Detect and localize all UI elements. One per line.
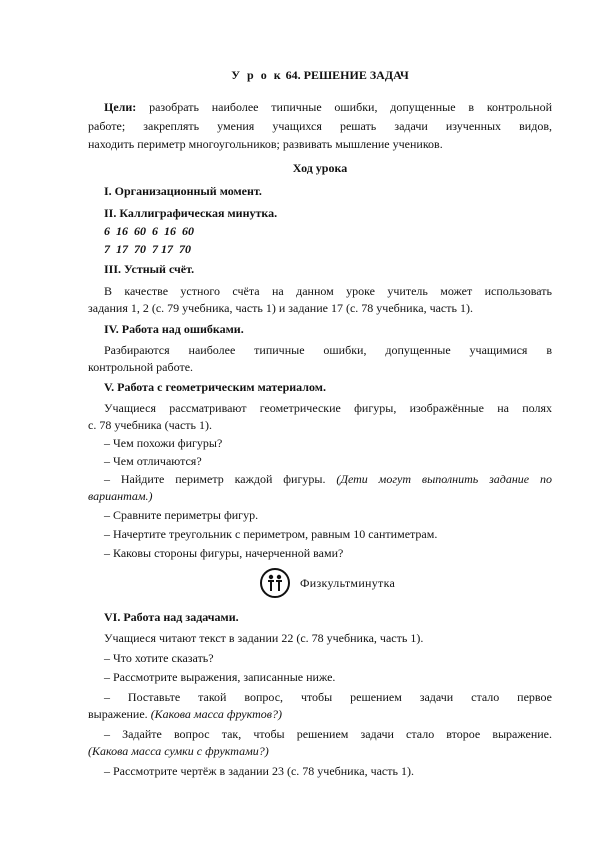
physical-break-label: Физкультминутка [300,576,396,590]
title-prefix: У р о к [231,68,283,82]
question-3-note-2: вариантам.) [88,489,153,503]
task-question-5: – Рассмотрите чертёж в задании 23 (с. 78 учебника, часть 1). [104,764,414,778]
section-4-line-1: Разбираются наиболее типичные ошибки, допущенные учащимися в [104,343,552,357]
section-4-line-2: контрольной работе. [88,360,194,374]
goals-line-3: находить периметр многоугольников; развивать мышление учеников. [88,137,443,151]
task-question-4-line-1: – Задайте вопрос так, чтобы решением задачи стало второе выражение. [104,727,552,741]
goals-line-2: работе; закреплять умения учащихся решать задачи изученных видов, [88,119,552,133]
task-question-1: – Что хотите сказать? [104,651,214,665]
section-6-heading: VI. Работа над задачами. [104,610,239,624]
goals-line-1 [104,100,552,115]
goals-label: Цели: [104,100,137,114]
title-text: 64. РЕШЕНИЕ ЗАДАЧ [282,68,409,82]
task-question-4-note: (Какова масса сумки с фруктами?) [88,744,269,758]
calligraphy-line-2: 7 17 70 7 17 70 [104,242,191,256]
question-3-line-1 [104,472,552,487]
question-6: – Каковы стороны фигуры, начерченной вами? [104,546,344,560]
question-5: – Начертите треугольник с периметром, равным 10 сантиметрам. [104,527,438,541]
section-3-heading: III. Устный счёт. [104,262,195,276]
section-3-line-1: В качестве устного счёта на данном уроке учитель может использовать [104,284,552,298]
question-3-text: – Найдите периметр каждой фигуры. [104,472,337,486]
section-5-heading: V. Работа с геометрическим материалом. [104,380,326,394]
section-5-line-2: с. 78 учебника (часть 1). [88,418,213,432]
two-people-icon [260,568,290,598]
question-3-note-1: (Дети могут выполнить задание по [336,472,552,486]
task-question-3-line-2 [88,707,552,722]
section-5-line-1: Учащиеся рассматривают геометрические фигуры, изображённые на полях [104,401,552,415]
physical-break-marker [260,568,420,600]
lesson-title [88,68,552,83]
section-6-line-1: Учащиеся читают текст в задании 22 (с. 78 учебника, часть 1). [104,631,424,645]
section-1-heading: I. Организационный момент. [104,184,262,198]
course-heading: Ход урока [292,161,348,175]
section-2-heading: II. Каллиграфическая минутка. [104,206,278,220]
task-question-3-text: выражение. [88,707,151,721]
section-4-heading: IV. Работа над ошибками. [104,322,244,336]
goals-text-1: разобрать наиболее типичные ошибки, допущенные в контрольной [149,100,553,114]
task-question-3-note: (Какова масса фруктов?) [150,707,282,721]
calligraphy-line-1: 6 16 60 6 16 60 [104,224,194,238]
question-4: – Сравните периметры фигур. [104,508,259,522]
section-3-line-2: задания 1, 2 (с. 79 учебника, часть 1) и задание 17 (с. 78 учебника, часть 1). [88,301,473,315]
question-1: – Чем похожи фигуры? [104,436,223,450]
task-question-3-line-1: – Поставьте такой вопрос, чтобы решением задачи стало первое [104,690,552,704]
question-2: – Чем отличаются? [104,454,202,468]
task-question-2: – Рассмотрите выражения, записанные ниже. [104,670,336,684]
